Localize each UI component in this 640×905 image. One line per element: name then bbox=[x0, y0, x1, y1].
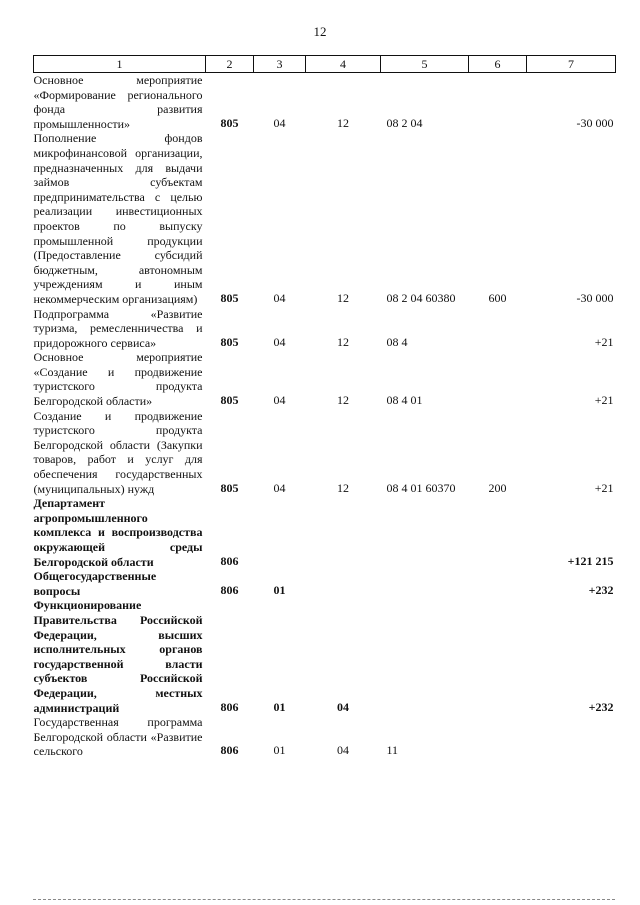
col-header-amount: 7 bbox=[527, 56, 616, 73]
row-subsection: 04 bbox=[337, 743, 349, 758]
row-amount: +232 bbox=[588, 699, 614, 714]
row-vr bbox=[469, 496, 527, 569]
row-grbs: 806 bbox=[220, 743, 239, 758]
row-name: Основное мероприятие «Формирование регионального фонда развития промышленности» bbox=[33, 73, 203, 131]
row-target bbox=[381, 598, 469, 715]
table-row bbox=[34, 715, 616, 759]
row-grbs: 805 bbox=[220, 393, 239, 408]
row-target: 08 4 01 60370 bbox=[386, 480, 456, 495]
row-section: 04 bbox=[273, 480, 286, 495]
row-vr: 200 bbox=[488, 480, 507, 495]
row-amount: +121 215 bbox=[567, 553, 614, 568]
col-header-name: 1 bbox=[34, 56, 206, 73]
row-subsection: 12 bbox=[337, 334, 349, 349]
row-amount: +21 bbox=[594, 480, 614, 495]
row-name: Основное мероприятие «Создание и продвижение туристского продукта Белгородской области» bbox=[33, 350, 203, 409]
page-number: 12 bbox=[313, 24, 327, 39]
row-target: 08 2 04 60380 bbox=[386, 290, 456, 305]
table-row bbox=[34, 307, 616, 351]
row-amount: -30 000 bbox=[576, 115, 614, 130]
row-target: 08 4 bbox=[386, 334, 408, 349]
col-header-grbs: 2 bbox=[206, 56, 254, 73]
row-target bbox=[381, 496, 469, 569]
row-subsection: 12 bbox=[337, 393, 349, 408]
row-name: Создание и продвижение туристского продукта Белгородской области (Закупки товаров, работ и услуг для обеспечения государственных (муниципальных) нужд bbox=[33, 408, 203, 496]
row-amount: +232 bbox=[588, 582, 614, 597]
row-section: 04 bbox=[273, 290, 286, 305]
row-vr bbox=[469, 598, 527, 715]
row-grbs: 806 bbox=[220, 553, 239, 568]
row-section: 04 bbox=[273, 115, 286, 130]
row-vr bbox=[469, 715, 527, 759]
row-vr bbox=[469, 350, 527, 408]
row-target: 11 bbox=[386, 743, 399, 758]
col-header-target: 5 bbox=[381, 56, 469, 73]
row-section: 01 bbox=[273, 582, 286, 597]
row-section: 01 bbox=[273, 743, 286, 758]
row-target: 08 2 04 bbox=[386, 115, 423, 130]
row-subsection bbox=[306, 569, 381, 598]
row-subsection: 12 bbox=[337, 115, 349, 130]
col-header-section: 3 bbox=[254, 56, 306, 73]
row-subsection: 12 bbox=[337, 480, 349, 495]
table-row bbox=[34, 598, 616, 715]
row-subsection: 12 bbox=[337, 290, 349, 305]
row-vr: 600 bbox=[488, 290, 507, 305]
row-grbs: 806 bbox=[220, 582, 239, 597]
table-row bbox=[34, 350, 616, 408]
row-vr bbox=[469, 569, 527, 598]
row-subsection bbox=[306, 496, 381, 569]
row-name: Функционирование Правительства Российской Федерации, высших исполнительных органов государственной власти субъектов Российской Федерации, местных администраций bbox=[33, 598, 203, 715]
budget-table bbox=[33, 55, 616, 759]
row-name: Подпрограмма «Развитие туризма, ремесленничества и придорожного сервиса» bbox=[33, 306, 203, 350]
row-amount: +21 bbox=[594, 393, 614, 408]
col-header-subsection: 4 bbox=[306, 56, 381, 73]
row-name: Пополнение фондов микрофинансовой организации, предназначенных для выдачи займов субъектам предпринимательства с целью реализации инвестиционных проектов по выпуску промышленной продукции (Предоставление субсидий бюджетным, автономным учреждениям и иным некоммерческим организациям) bbox=[33, 131, 203, 306]
table-row bbox=[34, 496, 616, 569]
row-amount: +21 bbox=[594, 334, 614, 349]
row-target: 08 4 01 bbox=[386, 393, 423, 408]
row-amount bbox=[527, 715, 616, 759]
row-name: Департамент агропромышленного комплекса и воспроизводства окружающей среды Белгородской области bbox=[33, 496, 203, 569]
row-vr bbox=[469, 73, 527, 132]
row-amount: -30 000 bbox=[576, 290, 614, 305]
row-section: 04 bbox=[273, 334, 286, 349]
row-section bbox=[254, 496, 306, 569]
row-name: Общегосударственные вопросы bbox=[33, 569, 157, 598]
row-section: 01 bbox=[273, 699, 286, 714]
row-grbs: 805 bbox=[220, 290, 239, 305]
table-row bbox=[34, 409, 616, 497]
row-target bbox=[381, 569, 469, 598]
page-bottom-edge bbox=[33, 899, 615, 900]
row-grbs: 806 bbox=[220, 699, 239, 714]
row-vr bbox=[469, 307, 527, 351]
row-grbs: 805 bbox=[220, 334, 239, 349]
row-section: 04 bbox=[273, 393, 286, 408]
row-name: Государственная программа Белгородской области «Развитие сельского bbox=[33, 715, 203, 759]
row-grbs: 805 bbox=[220, 480, 239, 495]
col-header-vr: 6 bbox=[469, 56, 527, 73]
table-row bbox=[34, 131, 616, 306]
row-subsection: 04 bbox=[337, 699, 349, 714]
row-grbs: 805 bbox=[220, 115, 239, 130]
table-row bbox=[34, 73, 616, 132]
header-row bbox=[34, 56, 616, 73]
table-row bbox=[34, 569, 616, 598]
